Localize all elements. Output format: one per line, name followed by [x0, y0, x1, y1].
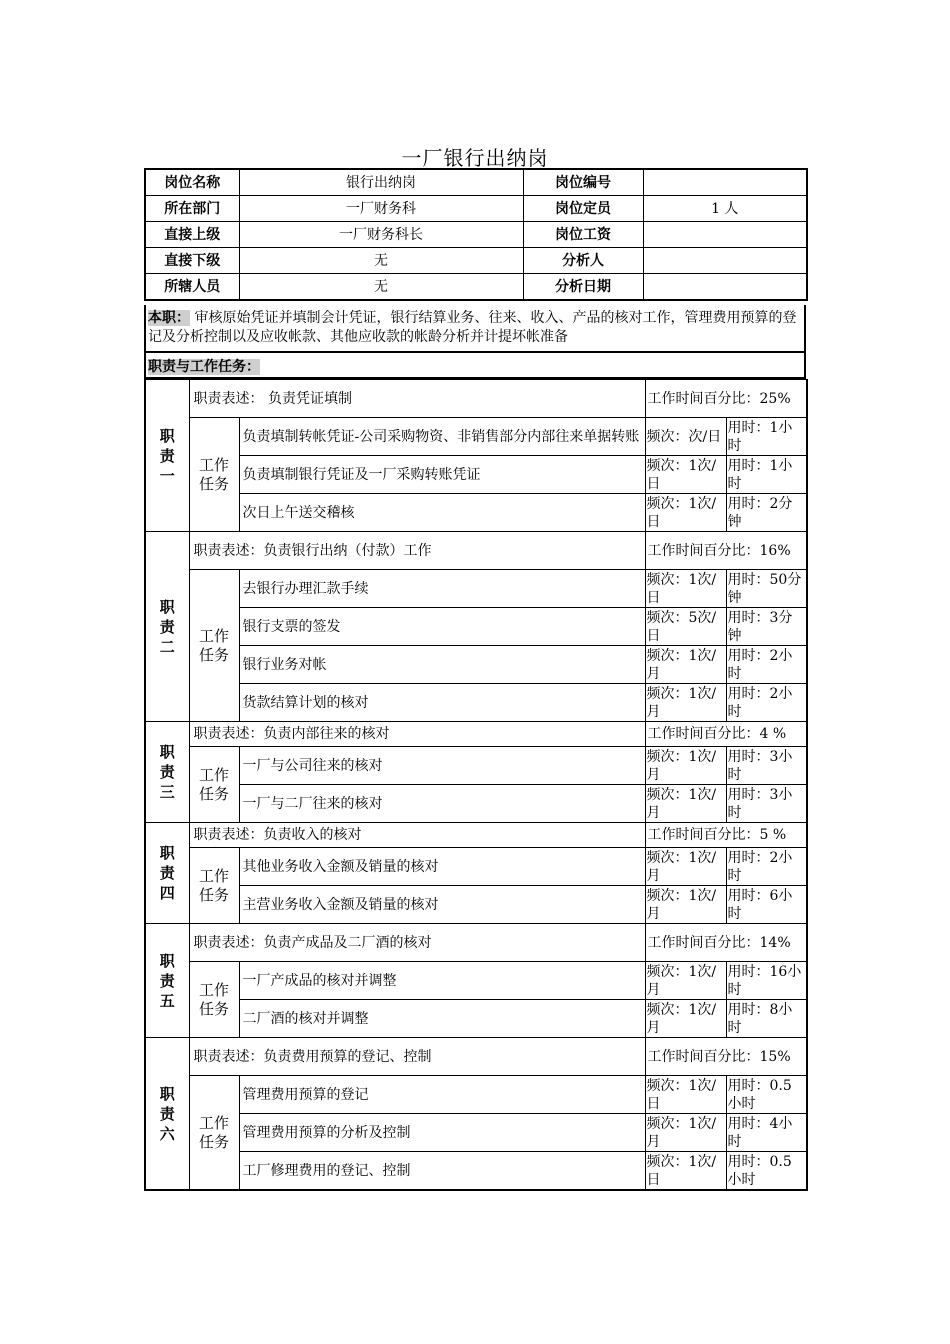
- duty-name-text: 职责三: [159, 743, 175, 801]
- task-frequency: 频次：1次/日: [645, 1152, 726, 1191]
- task-row: [145, 1076, 807, 1114]
- task-description: 一厂与公司往来的核对: [239, 747, 645, 785]
- task-description: 一厂产成品的核对并调整: [239, 962, 645, 1000]
- task-frequency: 频次：1次/月: [645, 1000, 726, 1038]
- task-row: [145, 962, 807, 1000]
- job-summary-text: 审核原始凭证并填制会计凭证，银行结算业务、往来、收入、产品的核对工作，管理费用预算的登记及分析控制以及应收帐款、其他应收款的帐龄分析并计提坏帐准备: [148, 310, 797, 345]
- task-frequency: 频次：5次/日: [645, 608, 726, 646]
- task-description: 管理费用预算的登记: [239, 1076, 645, 1114]
- task-frequency: 频次：1次/月: [645, 886, 726, 924]
- duty-description: 职责表述：负责内部往来的核对: [189, 722, 645, 747]
- info-value: [643, 274, 807, 301]
- task-description: 负责填制转帐凭证-公司采购物资、非销售部分内部往来单据转账: [239, 418, 645, 456]
- position-info-table: [144, 168, 808, 301]
- work-task-label-text: 工作任务: [198, 455, 229, 493]
- task-frequency: 频次：1次/月: [645, 646, 726, 684]
- work-task-label: [189, 962, 239, 1038]
- task-row: [145, 608, 807, 646]
- info-value: 一厂财务科长: [239, 222, 523, 248]
- task-time: 用时：1小时: [726, 456, 807, 494]
- task-time: 用时：1小时: [726, 418, 807, 456]
- task-description: 次日上午送交稽核: [239, 494, 645, 532]
- task-time: 用时：3小时: [726, 785, 807, 823]
- task-time: 用时：0.5小时: [726, 1076, 807, 1114]
- task-time: 用时：8小时: [726, 1000, 807, 1038]
- task-time: 用时：2小时: [726, 646, 807, 684]
- duty-name-text: 职责四: [159, 844, 175, 902]
- duties-header-label: 职责与工作任务：: [148, 359, 260, 375]
- task-frequency: 频次：1次/月: [645, 785, 726, 823]
- job-summary-label: 本职：: [148, 310, 190, 326]
- work-task-label: [189, 747, 239, 823]
- info-value: 银行出纳岗: [239, 169, 523, 196]
- task-frequency: 频次：1次/日: [645, 494, 726, 532]
- duty-desc-row: [145, 532, 807, 570]
- info-value: 无: [239, 274, 523, 301]
- task-description: 货款结算计划的核对: [239, 684, 645, 722]
- task-row: [145, 418, 807, 456]
- info-label: 岗位名称: [145, 169, 239, 196]
- duty-description: 职责表述：负责产成品及二厂酒的核对: [189, 924, 645, 962]
- task-row: [145, 570, 807, 608]
- work-task-label-text: 工作任务: [198, 765, 229, 803]
- task-time: 用时：50分钟: [726, 570, 807, 608]
- task-time: 用时：2分钟: [726, 494, 807, 532]
- duty-name-text: 职责二: [159, 597, 175, 656]
- duty-desc-row: [145, 380, 807, 418]
- task-frequency: 频次：1次/月: [645, 747, 726, 785]
- duty-desc-row: [145, 924, 807, 962]
- duty-name: [145, 532, 189, 722]
- job-summary: [144, 305, 806, 353]
- info-row: [145, 222, 807, 248]
- task-time: 用时：2小时: [726, 684, 807, 722]
- duty-name: [145, 924, 189, 1038]
- info-row: [145, 196, 807, 222]
- task-row: [145, 1114, 807, 1152]
- task-description: 二厂酒的核对并调整: [239, 1000, 645, 1038]
- task-frequency: 频次：1次/月: [645, 684, 726, 722]
- task-row: [145, 646, 807, 684]
- work-task-label: [189, 570, 239, 722]
- task-description: 主营业务收入金额及销量的核对: [239, 886, 645, 924]
- info-label: 分析日期: [523, 274, 643, 301]
- work-time-percent: 工作时间百分比：15%: [645, 1038, 807, 1076]
- task-time: 用时：3分钟: [726, 608, 807, 646]
- info-label: 分析人: [523, 248, 643, 274]
- task-row: [145, 684, 807, 722]
- duty-name: [145, 722, 189, 823]
- task-row: [145, 1000, 807, 1038]
- duty-name: [145, 823, 189, 924]
- info-label: 岗位定员: [523, 196, 643, 222]
- task-time: 用时：4小时: [726, 1114, 807, 1152]
- task-row: [145, 494, 807, 532]
- task-frequency: 频次：次/日: [645, 418, 726, 456]
- task-time: 用时：2小时: [726, 848, 807, 886]
- task-frequency: 频次：1次/日: [645, 570, 726, 608]
- task-description: 工厂修理费用的登记、控制: [239, 1152, 645, 1191]
- duties-table: [144, 379, 808, 1191]
- info-value: [643, 222, 807, 248]
- work-task-label-text: 工作任务: [198, 980, 229, 1018]
- info-value: 1 人: [643, 196, 807, 222]
- info-value: 一厂财务科: [239, 196, 523, 222]
- task-description: 银行业务对帐: [239, 646, 645, 684]
- duty-description: 职责表述： 负责凭证填制: [189, 380, 645, 418]
- work-time-percent: 工作时间百分比：25%: [645, 380, 807, 418]
- duty-desc-row: [145, 1038, 807, 1076]
- work-task-label: [189, 418, 239, 532]
- info-label: 岗位工资: [523, 222, 643, 248]
- info-label: 岗位编号: [523, 169, 643, 196]
- page-title: 一厂银行出纳岗: [401, 146, 549, 170]
- work-task-label: [189, 848, 239, 924]
- task-description: 负责填制银行凭证及一厂采购转账凭证: [239, 456, 645, 494]
- work-time-percent: 工作时间百分比：5 %: [645, 823, 807, 848]
- duty-name: [145, 380, 189, 532]
- task-description: 去银行办理汇款手续: [239, 570, 645, 608]
- info-row: [145, 169, 807, 196]
- task-row: [145, 747, 807, 785]
- duty-name-text: 职责五: [159, 951, 175, 1010]
- task-frequency: 频次：1次/月: [645, 1114, 726, 1152]
- work-task-label-text: 工作任务: [198, 626, 229, 664]
- info-value: 无: [239, 248, 523, 274]
- work-task-label: [189, 1076, 239, 1191]
- task-row: [145, 848, 807, 886]
- duty-desc-row: [145, 722, 807, 747]
- task-row: [145, 785, 807, 823]
- task-row: [145, 1152, 807, 1191]
- duties-header: [144, 353, 806, 379]
- task-frequency: 频次：1次/月: [645, 848, 726, 886]
- work-task-label-text: 工作任务: [198, 1113, 229, 1151]
- info-label: 直接下级: [145, 248, 239, 274]
- task-description: 管理费用预算的分析及控制: [239, 1114, 645, 1152]
- task-frequency: 频次：1次/日: [645, 456, 726, 494]
- work-task-label-text: 工作任务: [198, 866, 229, 904]
- info-label: 直接上级: [145, 222, 239, 248]
- duty-description: 职责表述：负责费用预算的登记、控制: [189, 1038, 645, 1076]
- task-row: [145, 886, 807, 924]
- work-time-percent: 工作时间百分比：14%: [645, 924, 807, 962]
- task-description: 一厂与二厂往来的核对: [239, 785, 645, 823]
- info-row: [145, 274, 807, 301]
- duty-name-text: 职责六: [159, 1084, 175, 1143]
- info-row: [145, 248, 807, 274]
- task-time: 用时：3小时: [726, 747, 807, 785]
- task-frequency: 频次：1次/日: [645, 1076, 726, 1114]
- task-frequency: 频次：1次/月: [645, 962, 726, 1000]
- task-time: 用时：0.5小时: [726, 1152, 807, 1191]
- info-label: 所在部门: [145, 196, 239, 222]
- task-description: 银行支票的签发: [239, 608, 645, 646]
- info-label: 所辖人员: [145, 274, 239, 301]
- duty-description: 职责表述：负责银行出纳（付款）工作: [189, 532, 645, 570]
- task-description: 其他业务收入金额及销量的核对: [239, 848, 645, 886]
- duty-name-text: 职责一: [159, 426, 175, 485]
- info-value: [643, 169, 807, 196]
- task-row: [145, 456, 807, 494]
- work-time-percent: 工作时间百分比：16%: [645, 532, 807, 570]
- task-time: 用时：6小时: [726, 886, 807, 924]
- info-value: [643, 248, 807, 274]
- duty-desc-row: [145, 823, 807, 848]
- duty-name: [145, 1038, 189, 1191]
- work-time-percent: 工作时间百分比：4 %: [645, 722, 807, 747]
- task-time: 用时：16小时: [726, 962, 807, 1000]
- duty-description: 职责表述：负责收入的核对: [189, 823, 645, 848]
